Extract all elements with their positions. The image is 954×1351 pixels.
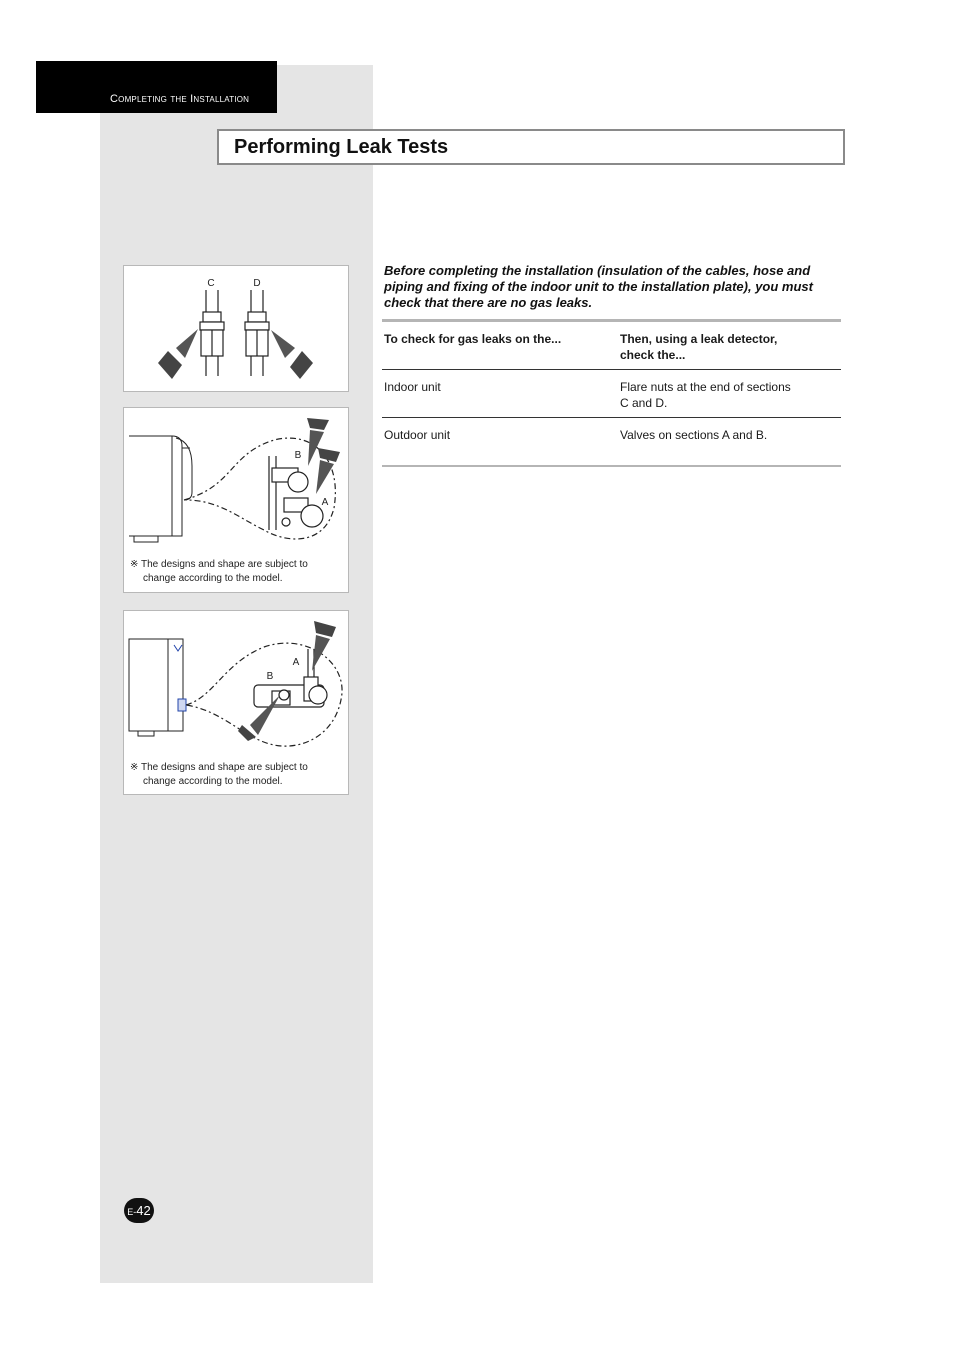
page-number: 42	[136, 1203, 151, 1218]
leak-detector-probe-d	[290, 351, 313, 379]
table-header-col2-line2: check the...	[620, 348, 686, 362]
figure-note	[130, 761, 345, 789]
table-cell-check	[620, 379, 840, 411]
figure-outdoor-valves-2	[123, 610, 349, 795]
page-title: Performing Leak Tests	[234, 136, 449, 158]
label-c: C	[207, 278, 215, 289]
section-header-title: Completing the Installation	[110, 93, 250, 105]
page-number-prefix: E-	[127, 1207, 137, 1217]
label-b: B	[266, 671, 274, 682]
label-b: B	[294, 450, 302, 461]
leak-detector-probe-a	[314, 621, 336, 637]
figure-indoor-flare-nuts	[123, 265, 349, 392]
leak-detector-probe-a	[318, 448, 340, 462]
table-header-col2	[620, 331, 840, 363]
spray-cone-d	[271, 330, 295, 358]
note-line-1: The designs and shape are subject to	[141, 762, 308, 773]
label-a: A	[292, 657, 300, 668]
table-cell-check-line1: Flare nuts at the end of sections	[620, 380, 791, 394]
leak-detector-probe-c	[158, 351, 182, 379]
note-line-1: The designs and shape are subject to	[141, 559, 308, 570]
page-title-box	[217, 129, 845, 165]
service-port-icon	[178, 699, 186, 711]
intro-paragraph: Before completing the installation (insulation of the cables, hose and piping and fixing of the indoor unit to the installation plate), you must check that there are no gas leaks.	[384, 263, 813, 310]
spray-cone-a	[316, 460, 334, 494]
section-header-bar	[36, 61, 277, 113]
table-cell-unit: Indoor unit	[384, 380, 441, 394]
label-a: A	[321, 497, 329, 508]
note-symbol-icon: ※	[130, 559, 139, 570]
flare-nut-illustration	[124, 266, 350, 393]
figure-outdoor-valves-1	[123, 407, 349, 593]
table-row	[382, 370, 841, 418]
figure-note	[130, 558, 345, 586]
spray-cone-a	[312, 635, 330, 671]
label-d: D	[253, 278, 261, 289]
table-cell-check	[620, 427, 840, 443]
leak-check-table	[382, 319, 841, 467]
spray-cone-c	[176, 329, 198, 358]
page-number-badge	[124, 1198, 154, 1223]
table-header-col2-line1: Then, using a leak detector,	[620, 332, 778, 346]
leak-detector-probe-b	[307, 418, 329, 430]
table-cell-check-line1: Valves on sections A and B.	[620, 428, 768, 442]
table-row	[382, 418, 841, 467]
table-header-col1: To check for gas leaks on the...	[384, 332, 562, 346]
note-symbol-icon: ※	[130, 762, 139, 773]
table-header-row	[382, 322, 841, 370]
note-line-2: change according to the model.	[143, 776, 283, 787]
note-line-2: change according to the model.	[143, 573, 283, 584]
table-cell-unit: Outdoor unit	[384, 428, 451, 442]
table-cell-check-line2: C and D.	[620, 396, 668, 410]
